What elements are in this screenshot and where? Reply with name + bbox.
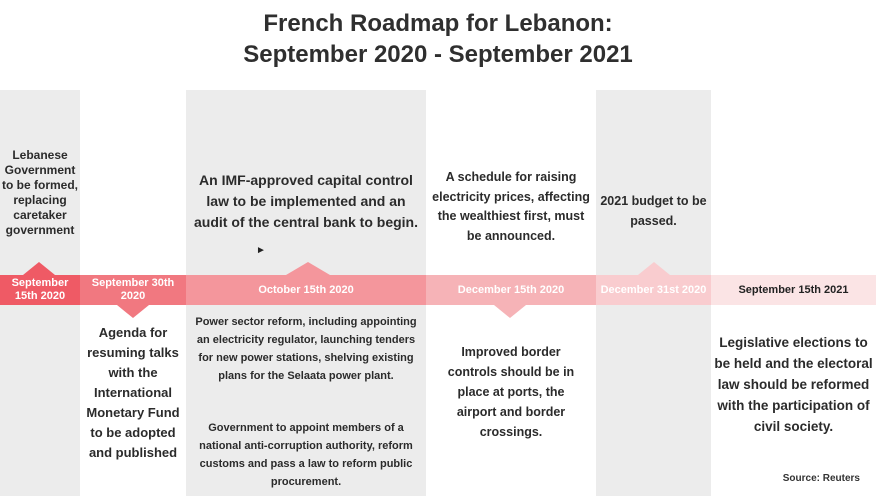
cursor-arrow-icon: ► <box>256 245 266 256</box>
pointer-up-5 <box>638 262 670 275</box>
date-label-2: September 30th 2020 <box>91 277 175 302</box>
milestone-3-below-text: Power sector reform, including appointing an electricity regulator, launching tenders for new power stations, shelving existing plans for the Selaata power plant. <box>195 316 417 382</box>
date-label-3: October 15th 2020 <box>258 283 354 296</box>
pointer-down-4 <box>494 305 526 318</box>
title-line-2: September 2020 - September 2021 <box>243 41 633 68</box>
page-title <box>0 8 876 70</box>
milestone-4-above-text: A schedule for raising electricity prices, affecting the wealthiest first, must be announced. <box>432 170 590 243</box>
milestone-3-above-text: An IMF-approved capital control law to be implemented and an audit of the central bank to begin. <box>193 172 418 230</box>
milestone-6-below-text: Legislative elections to be held and the electoral law should be reformed with the participation of civil society. <box>714 335 873 434</box>
milestone-2-below-text: Agenda for resuming talks with the International Monetary Fund to be adopted and published <box>86 325 180 460</box>
date-label-1: September 15th 2020 <box>11 277 69 302</box>
date-label-5: December 31st 2020 <box>600 283 707 296</box>
pointer-up-1 <box>23 262 55 275</box>
date-label-6: September 15th 2021 <box>738 283 849 296</box>
milestone-1-above-text: Lebanese Government to be formed, replacing caretaker government <box>2 148 79 237</box>
milestone-5-above-text: 2021 budget to be passed. <box>600 194 707 228</box>
title-line-1: French Roadmap for Lebanon: <box>263 10 613 37</box>
pointer-up-3 <box>286 262 330 275</box>
milestone-4-below-text: Improved border controls should be in place at ports, the airport and border crossings. <box>447 345 575 439</box>
milestone-3-below-text-2: Government to appoint members of a national anti-corruption authority, reform customs and pass a law to reform public procurement. <box>199 422 413 488</box>
date-label-4: December 15th 2020 <box>457 283 565 296</box>
pointer-down-2 <box>117 305 149 318</box>
source-credit: Source: Reuters <box>782 473 860 484</box>
